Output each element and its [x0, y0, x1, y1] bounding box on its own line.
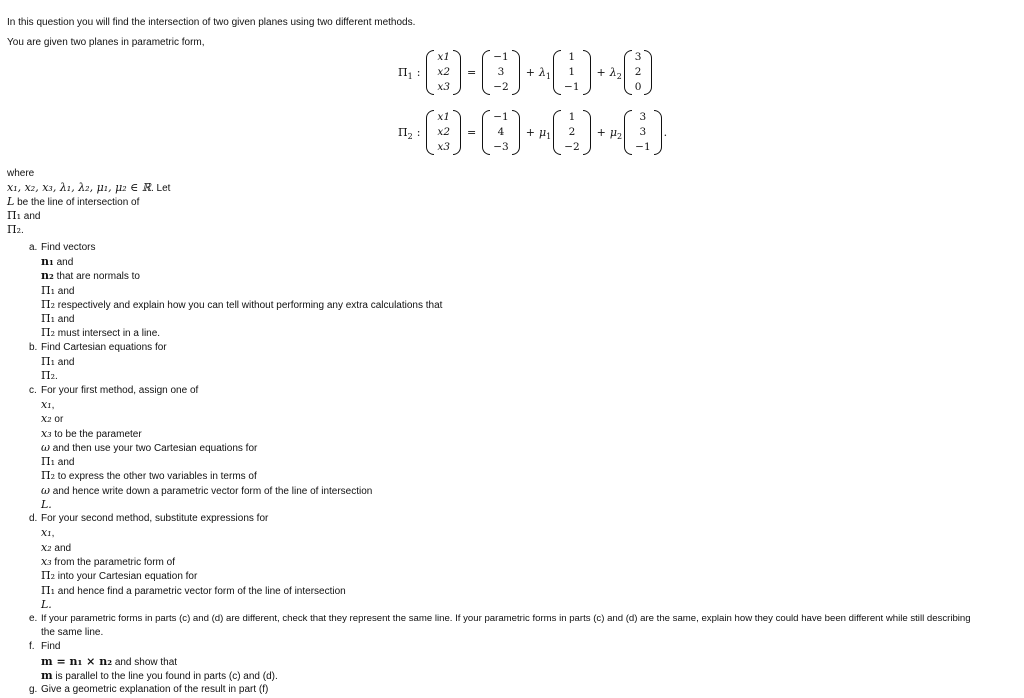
item-c-line-7: Π₂ to express the other two variables in terms of: [41, 469, 257, 482]
plane-1-param-1: $\lambda_1$: [538, 66, 552, 81]
item-b-marker: b.: [29, 342, 38, 353]
plane-2-colon: :: [416, 126, 421, 139]
plane-2-equals: =: [467, 126, 477, 139]
item-g-line-1: Give a geometric explanation of the result in part (f): [41, 684, 269, 695]
intro-line-1: In this question you will find the intersection of two given planes using two different methods.: [7, 17, 416, 28]
plane-1-label: $\Pi_1$: [398, 66, 413, 81]
item-f-line-3: m is parallel to the line you found in parts (c) and (d).: [41, 669, 278, 682]
plane-2-equation: [398, 110, 667, 155]
item-c-line-4: x₃ to be the parameter: [41, 427, 142, 440]
plane-1-plus-1: +: [525, 66, 535, 79]
where-plane-1: Π₁ and: [7, 209, 41, 222]
plane-2-param-2: $\mu_2$: [609, 126, 623, 141]
plane-2-param-1: $\mu_1$: [538, 126, 552, 141]
plane-1-equation: [398, 50, 654, 95]
item-f-marker: f.: [29, 641, 35, 652]
item-d-line-6: Π₁ and hence find a parametric vector form of the line of intersection: [41, 584, 346, 597]
item-b-line-1: Find Cartesian equations for: [41, 342, 167, 353]
plane-2-label: $\Pi_2$: [398, 126, 413, 141]
item-c-line-2: x₁,: [41, 398, 55, 411]
plane-1-point-vector: −1 3 −2: [482, 50, 519, 95]
item-c-line-1: For your first method, assign one of: [41, 385, 199, 396]
item-a-line-4: Π₁ and: [41, 284, 75, 297]
item-c-marker: c.: [29, 385, 37, 396]
plane-1-equals: =: [467, 66, 477, 79]
plane-2-end-dot: .: [663, 126, 668, 139]
item-f-line-2: m = n₁ × n₂ and show that: [41, 655, 178, 668]
where-word: where: [7, 168, 35, 179]
item-g-marker: g.: [29, 684, 38, 695]
intro-line-2: You are given two planes in parametric form,: [7, 37, 205, 48]
plane-1-param-2: $\lambda_2$: [609, 66, 622, 81]
plane-2-lhs-vector: x1 x2 x3: [426, 110, 461, 155]
item-f-line-1: Find: [41, 641, 61, 652]
item-c-line-6: Π₁ and: [41, 455, 75, 468]
item-e-line-2: the same line.: [41, 627, 104, 638]
item-d-line-5: Π₂ into your Cartesian equation for: [41, 569, 198, 582]
where-plane-2: Π₂.: [7, 223, 24, 236]
item-c-line-3: x₂ or: [41, 412, 64, 425]
item-d-line-4: x₃ from the parametric form of: [41, 555, 175, 568]
plane-2-plus-2: +: [596, 126, 606, 139]
item-a-line-1: Find vectors: [41, 242, 96, 253]
plane-1-lhs-vector: x1 x2 x3: [426, 50, 461, 95]
item-d-line-2: x₁,: [41, 526, 55, 539]
item-a-line-7: Π₂ must intersect in a line.: [41, 326, 161, 339]
plane-2-direction-2: 3 3 −1: [624, 110, 661, 155]
item-a-line-6: Π₁ and: [41, 312, 75, 325]
plane-1-plus-2: +: [596, 66, 606, 79]
item-c-line-8: ω and hence write down a parametric vector form of the line of intersection: [41, 484, 373, 497]
plane-2-point-vector: −1 4 −3: [482, 110, 519, 155]
item-e-marker: e.: [29, 613, 38, 624]
where-line-definition: L be the line of intersection of: [7, 195, 140, 208]
item-c-line-5: ω and then use your two Cartesian equations for: [41, 441, 258, 454]
item-a-line-3: n₂ that are normals to: [41, 269, 140, 282]
item-a-line-2: n₁ and: [41, 255, 74, 268]
item-a-line-5: Π₂ respectively and explain how you can tell without performing any extra calculations that: [41, 298, 443, 311]
plane-2-plus-1: +: [525, 126, 535, 139]
plane-1-direction-1: 1 1 −1: [553, 50, 590, 95]
item-d-line-3: x₂ and: [41, 541, 72, 554]
plane-2-direction-1: 1 2 −2: [553, 110, 590, 155]
item-c-line-9: L.: [41, 498, 52, 511]
item-b-line-3: Π₂.: [41, 369, 58, 382]
item-a-marker: a.: [29, 242, 38, 253]
item-e-line-1: If your parametric forms in parts (c) and (d) are different, check that they represent the same line. If your parametric forms in parts (c) and (d) are the same, explain how they could have been different while still describing: [41, 613, 971, 624]
plane-1-direction-2: 3 2 0: [624, 50, 653, 95]
plane-1-colon: :: [416, 66, 421, 79]
where-variables: x₁, x₂, x₃, λ₁, λ₂, μ₁, μ₂ ∈ ℝ. Let: [7, 181, 171, 194]
item-d-marker: d.: [29, 513, 38, 524]
item-b-line-2: Π₁ and: [41, 355, 75, 368]
item-d-line-7: L.: [41, 598, 52, 611]
item-d-line-1: For your second method, substitute expressions for: [41, 513, 269, 524]
